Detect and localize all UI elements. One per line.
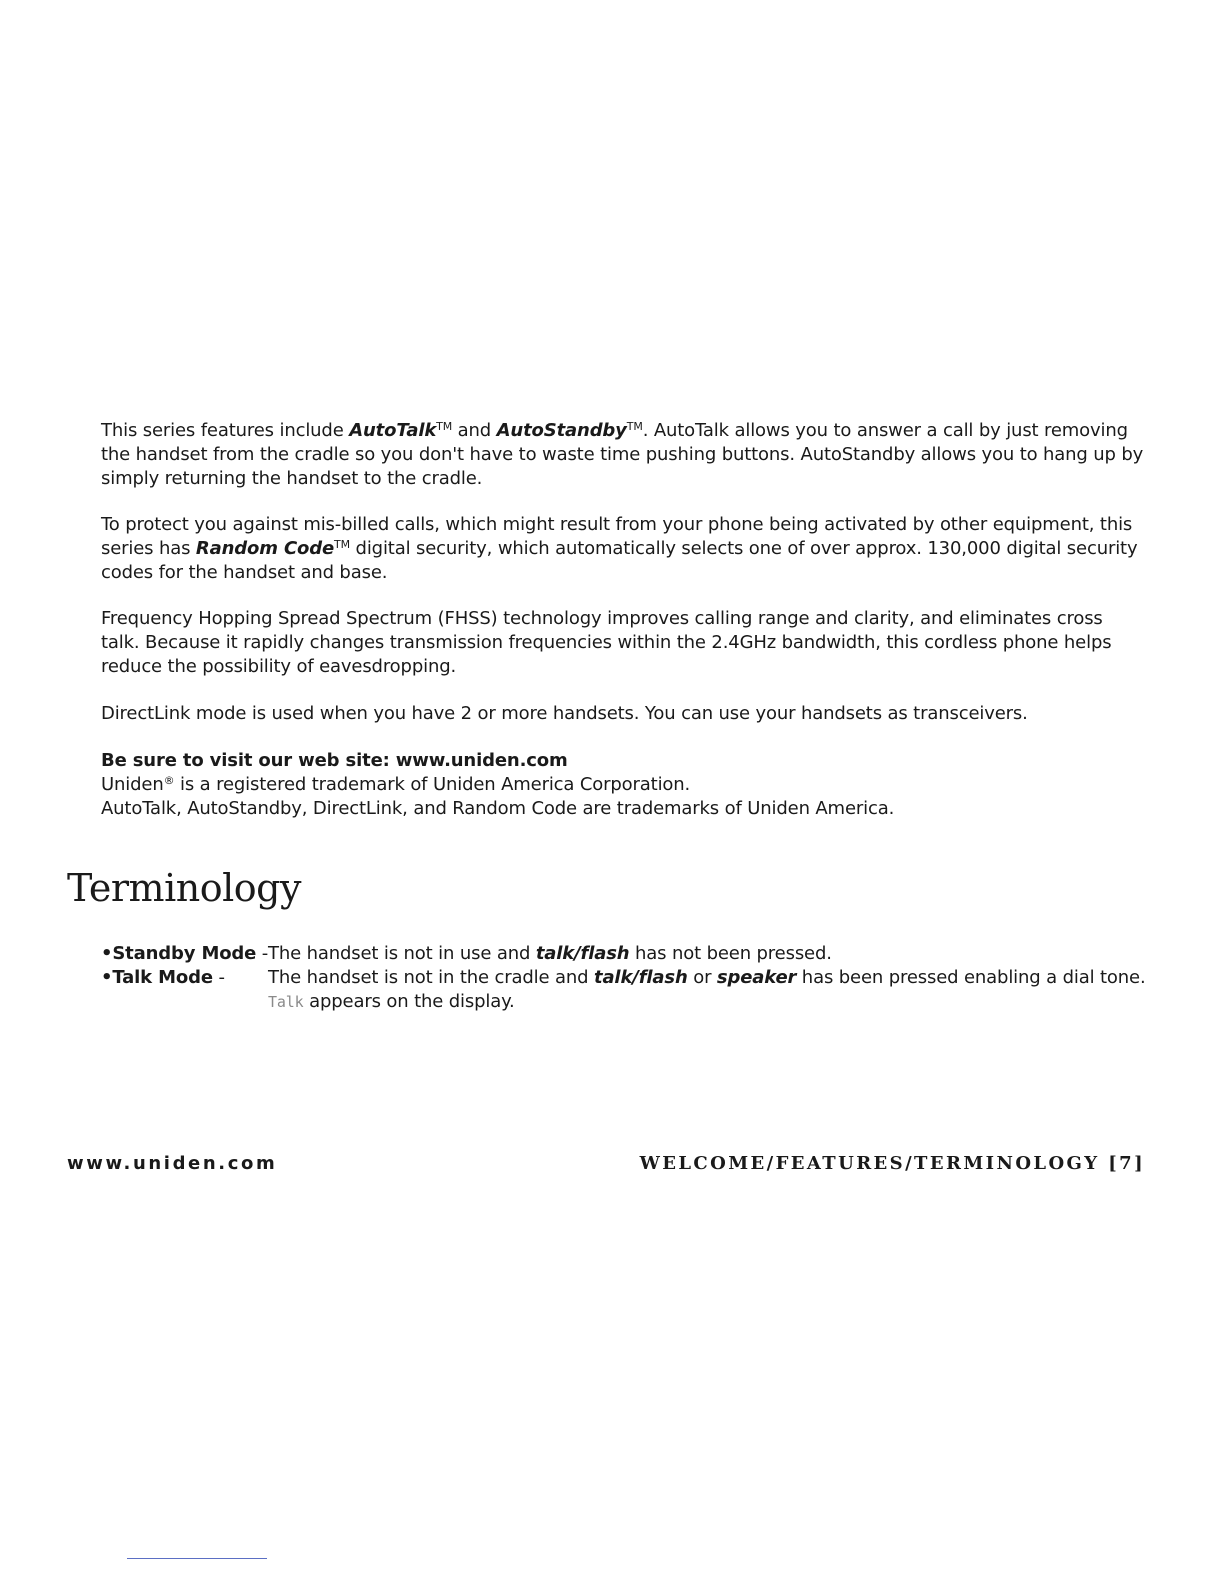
paragraph-text: is a registered trademark of Uniden America Corporation. (174, 774, 691, 795)
feature-autostandby: AutoStandby (496, 420, 627, 441)
paragraph-text: Frequency Hopping Spread Spectrum (FHSS) technology improves calling range and clarity, and eliminates cross talk. Because it rapidly changes transmission frequencies within the 2.4GHz bandwidth, this cordless phone helps reduce the possibility of eavesdropping. (101, 608, 1112, 677)
brand-name: Uniden (101, 774, 164, 795)
registered-symbol: ® (163, 774, 175, 787)
feature-random-code: Random Code (195, 538, 335, 559)
paragraph-text: To protect you against mis-billed calls, which might result from your phone being activated by other equipment, this series has (101, 514, 1133, 559)
term-name (101, 966, 268, 990)
term-name (101, 942, 268, 966)
trademark-line-features: AutoTalk, AutoStandby, DirectLink, and Random Code are trademarks of Uniden America. (101, 798, 895, 819)
description-text: appears on the display. (303, 991, 515, 1012)
term-description (268, 942, 1146, 966)
description-text: has not been pressed. (629, 943, 832, 964)
paragraph-text: DirectLink mode is used when you have 2 or more handsets. You can use your handsets as transceivers. (101, 703, 1028, 724)
intro-paragraph-autotalk (101, 419, 1146, 491)
terminology-heading: Terminology (67, 866, 301, 910)
footer-website: www.uniden.com (67, 1153, 278, 1174)
term-label: •Standby Mode (101, 943, 257, 964)
term-talk-mode (101, 966, 1146, 1014)
term-standby-mode (101, 942, 1146, 966)
term-label: •Talk Mode (101, 967, 213, 988)
terminology-list (101, 942, 1146, 1014)
trademark-symbol: TM (334, 538, 350, 551)
key-talk-flash: talk/flash (593, 967, 688, 988)
trademark-line-uniden (101, 773, 1146, 797)
footer-section-title (640, 1151, 1145, 1177)
trademark-symbol: TM (626, 420, 643, 433)
bottom-rule (127, 1558, 267, 1559)
display-text-talk: Talk (268, 993, 304, 1011)
paragraph-text: digital security, which automatically selects one of over approx. 130,000 digital security codes for the handset and base. (101, 538, 1138, 583)
description-text: The handset is not in use and (268, 943, 536, 964)
trademark-block (101, 749, 1146, 821)
page-number: [7] (1108, 1153, 1145, 1174)
key-talk-flash: talk/flash (535, 943, 630, 964)
website-note: Be sure to visit our web site: www.uniden.com (101, 750, 568, 771)
term-description (268, 966, 1146, 1014)
paragraph-text: . AutoTalk allows you to answer a call by just removing the handset from the cradle so you don't have to waste time pushing buttons. AutoStandby allows you to hang up by simply returning the handset to the cradle. (101, 420, 1144, 489)
feature-autotalk: AutoTalk (349, 420, 437, 441)
paragraph-text: This series features include (101, 420, 350, 441)
description-text: has been pressed enabling a dial tone. (796, 967, 1146, 988)
key-speaker: speaker (716, 967, 797, 988)
trademark-symbol: TM (436, 420, 453, 433)
description-text: The handset is not in the cradle and (268, 967, 594, 988)
term-separator: - (256, 943, 269, 964)
description-text: or (687, 967, 717, 988)
intro-paragraph-fhss (101, 607, 1146, 679)
paragraph-text: and (452, 420, 497, 441)
intro-paragraph-directlink (101, 702, 1146, 726)
section-name: WELCOME/FEATURES/TERMINOLOGY (639, 1153, 1100, 1174)
intro-paragraph-random-code (101, 513, 1146, 585)
term-separator: - (212, 967, 225, 988)
